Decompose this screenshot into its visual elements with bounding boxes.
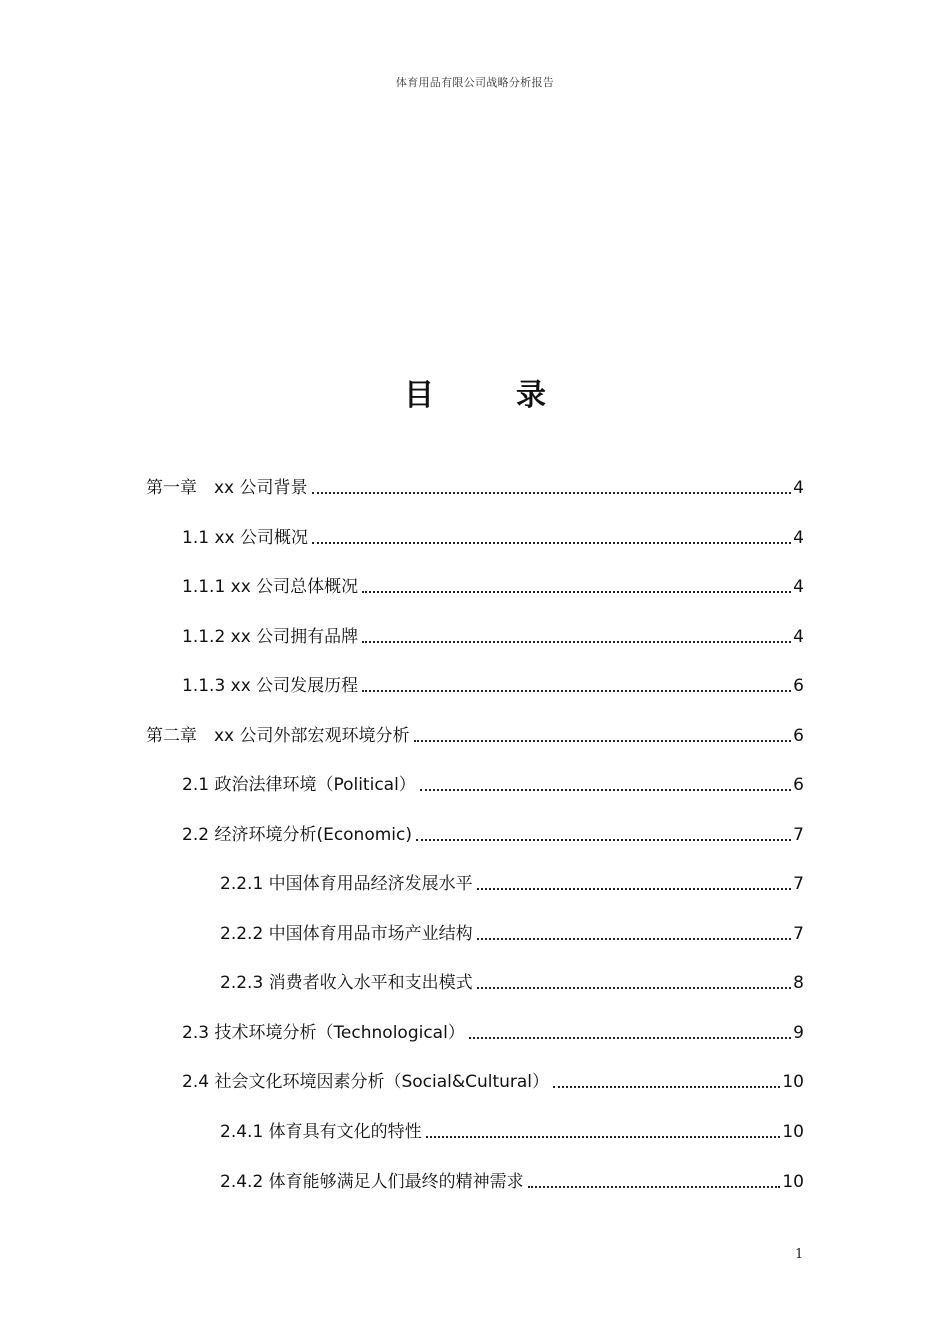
- toc-entry[interactable]: [182, 674, 804, 698]
- toc-entry[interactable]: [146, 476, 804, 500]
- toc-entry-page: 6: [793, 775, 804, 795]
- toc-entry[interactable]: [182, 1021, 804, 1045]
- toc-entry-label: 2.1 政治法律环境（Political）: [182, 775, 416, 795]
- toc-entry-label: 第一章 xx 公司背景: [146, 478, 308, 498]
- toc-entry-page: 7: [793, 874, 804, 894]
- toc-entry-page: 6: [793, 726, 804, 746]
- dot-leader: [553, 1086, 780, 1088]
- toc-entry[interactable]: [182, 1070, 804, 1094]
- toc-title: [0, 370, 950, 414]
- toc-entry-label: 2.2.1 中国体育用品经济发展水平: [220, 874, 473, 894]
- toc-title-left: 目: [404, 378, 434, 413]
- toc-title-right: 录: [516, 378, 546, 413]
- toc-entry-label: 2.4.2 体育能够满足人们最终的精神需求: [220, 1172, 524, 1192]
- toc-entry-label: 2.2.2 中国体育用品市场产业结构: [220, 924, 473, 944]
- toc-entry[interactable]: [146, 724, 804, 748]
- toc-entry-label: 2.2 经济环境分析(Economic): [182, 825, 412, 845]
- toc-entry-page: 10: [782, 1172, 804, 1192]
- toc-entry-label: 2.4 社会文化环境因素分析（Social&Cultural）: [182, 1072, 550, 1092]
- dot-leader: [414, 740, 792, 742]
- dot-leader: [312, 542, 791, 544]
- running-header: 体育用品有限公司战略分析报告: [395, 76, 555, 89]
- dot-leader: [312, 492, 792, 494]
- toc-entry-label: 第二章 xx 公司外部宏观环境分析: [146, 726, 410, 746]
- dot-leader: [416, 839, 791, 841]
- toc-entry-label: 1.1.3 xx 公司发展历程: [182, 676, 359, 696]
- toc-entry[interactable]: [182, 526, 804, 550]
- dot-leader: [528, 1186, 781, 1188]
- toc-entry-label: 1.1.2 xx 公司拥有品牌: [182, 627, 359, 647]
- toc-entry-page: 6: [793, 676, 804, 696]
- toc-entry-page: 4: [793, 528, 804, 548]
- dot-leader: [469, 1037, 791, 1039]
- toc-entry-label: 2.3 技术环境分析（Technological）: [182, 1023, 465, 1043]
- dot-leader: [362, 641, 791, 643]
- dot-leader: [420, 789, 791, 791]
- toc-entry[interactable]: [220, 922, 804, 946]
- dot-leader: [477, 987, 792, 989]
- toc-entry-page: 9: [793, 1023, 804, 1043]
- dot-leader: [362, 591, 791, 593]
- page-number: 1: [795, 1247, 804, 1262]
- dot-leader: [426, 1136, 781, 1138]
- toc-entry-page: 7: [793, 825, 804, 845]
- toc-entry-page: 8: [793, 973, 804, 993]
- toc-entry[interactable]: [182, 625, 804, 649]
- toc-entry-label: 2.2.3 消费者收入水平和支出模式: [220, 973, 473, 993]
- toc-entry[interactable]: [220, 1170, 804, 1194]
- toc-entry-label: 1.1.1 xx 公司总体概况: [182, 577, 359, 597]
- toc-entry[interactable]: [220, 1120, 804, 1144]
- toc-entry[interactable]: [182, 575, 804, 599]
- toc-entry[interactable]: [220, 872, 804, 896]
- dot-leader: [362, 690, 791, 692]
- toc-entry[interactable]: [182, 823, 804, 847]
- toc-entry[interactable]: [220, 971, 804, 995]
- toc-entry[interactable]: [182, 773, 804, 797]
- toc-entry-page: 4: [793, 577, 804, 597]
- toc-entry-label: 2.4.1 体育具有文化的特性: [220, 1122, 422, 1142]
- toc-entry-page: 4: [793, 627, 804, 647]
- toc-entry-page: 4: [793, 478, 804, 498]
- toc-entry-label: 1.1 xx 公司概况: [182, 528, 308, 548]
- dot-leader: [477, 938, 792, 940]
- dot-leader: [477, 888, 792, 890]
- toc-entry-page: 10: [782, 1122, 804, 1142]
- toc-entry-page: 10: [782, 1072, 804, 1092]
- toc-entry-page: 7: [793, 924, 804, 944]
